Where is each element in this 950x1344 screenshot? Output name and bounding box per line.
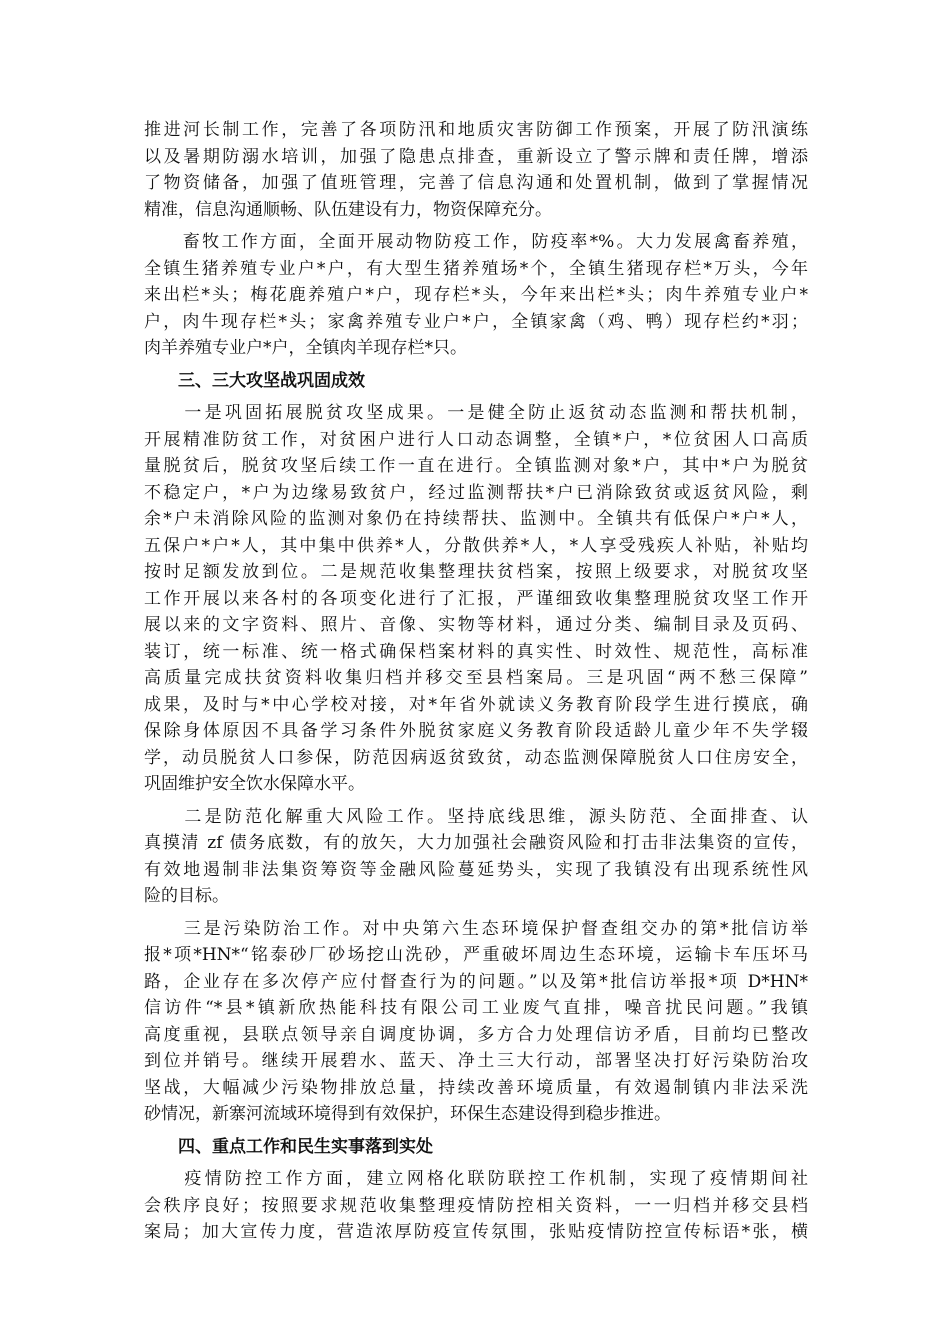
text-line: 真摸清 zf 债务底数，有的放矢，大力加强社会融资风险和打击非法集资的宣传，: [144, 833, 808, 853]
text-line: 全镇生猪养殖专业户*户，有大型生猪养殖场*个，全镇生猪现存栏*万头，今年: [144, 258, 808, 279]
text-line: 有效地遏制非法集资筹资等金融风险蔓延势头，实现了我镇没有出现系统性风: [144, 859, 808, 880]
section-heading-text: 四、重点工作和民生实事落到实处: [144, 1136, 433, 1157]
text-line: 装订，统一标准、统一格式确保档案材料的真实性、时效性、规范性，高标准: [144, 641, 808, 662]
paragraph-epidemic-control: [144, 1166, 808, 1246]
text-line: 巩固维护安全饮水保障水平。: [144, 774, 365, 794]
text-line: 疫情防控工作方面，建立网格化联防联控工作机制，实现了疫情期间社: [144, 1169, 808, 1189]
text-line: 到位并销号。继续开展碧水、蓝天、净土三大行动，部署坚决打好污染防治攻: [144, 1051, 808, 1071]
text-line: 保除身体原因不具备学习条件外脱贫家庭义务教育阶段适龄儿童少年不失学辍: [144, 721, 808, 741]
text-line: 量脱贫后，脱贫攻坚后续工作一直在进行。全镇监测对象*户，其中*户为脱贫: [144, 456, 808, 476]
text-line: 二是防范化解重大风险工作。坚持底线思维，源头防范、全面排查、认: [144, 806, 808, 827]
text-line: 精准，信息沟通顺畅、队伍建设有力，物资保障充分。: [144, 199, 552, 220]
text-line: 户，肉牛现存栏*头；家禽养殖专业户*户，全镇家禽（鸡、鸭）现存栏约*羽；: [144, 311, 808, 332]
paragraph-livestock: [144, 229, 808, 362]
text-line: 以及暑期防溺水培训，加强了隐患点排查，重新设立了警示牌和责任牌，增添: [144, 146, 808, 167]
text-line: 展以来的文字资料、照片、音像、实物等材料，通过分类、编制目录及页码、: [144, 615, 808, 635]
text-line: 五保户*户*人，其中集中供养*人，分散供养*人，*人享受残疾人补贴，补贴均: [144, 535, 808, 556]
text-line: 一是巩固拓展脱贫攻坚成果。一是健全防止返贫动态监测和帮扶机制，: [144, 403, 808, 423]
text-line: 不稳定户，*户为边缘易致贫户，经过监测帮扶*户已消除致贫或返贫风险，剩: [144, 482, 808, 503]
text-line: 险的目标。: [144, 886, 229, 906]
paragraph-poverty-alleviation: [144, 400, 808, 798]
section-heading-four: [144, 1134, 808, 1161]
text-line: 成果，及时与*中心学校对接，对*年省外就读义务教育阶段学生进行摸底，确: [144, 694, 808, 715]
section-heading-three: [144, 368, 808, 395]
text-line: 按时足额发放到位。二是规范收集整理扶贫档案，按照上级要求，对脱贫攻坚: [144, 562, 808, 582]
text-line: 肉羊养殖专业户*户，全镇肉羊现存栏*只。: [144, 338, 467, 358]
text-line: 路，企业存在多次停产应付督查行为的问题。”以及第*批信访举报*项 D*HN*: [144, 971, 808, 992]
text-line: 砂情况，新寨河流域环境得到有效保护，环保生态建设得到稳步推进。: [144, 1104, 671, 1124]
section-heading-text: 三、三大攻坚战巩固成效: [144, 370, 365, 391]
text-line: 余*户未消除风险的监测对象仍在持续帮扶、监测中。全镇共有低保户*户*人，: [144, 509, 808, 529]
text-line: 推进河长制工作，完善了各项防汛和地质灾害防御工作预案，开展了防汛演练: [144, 120, 808, 140]
paragraph-pollution-control: [144, 916, 808, 1128]
text-line: 坚战，大幅减少污染物排放总量，持续改善环境质量，有效遏制镇内非法采洗: [144, 1077, 808, 1098]
document-page: [144, 117, 808, 1252]
text-line: 案局；加大宣传力度，营造浓厚防疫宣传氛围，张贴疫情防控宣传标语*张，横: [144, 1222, 808, 1242]
paragraph-flood-control: [144, 117, 808, 223]
text-line: 工作开展以来各村的各项变化进行了汇报，严谨细致收集整理脱贫攻坚工作开: [144, 588, 808, 609]
text-line: 畜牧工作方面，全面开展动物防疫工作，防疫率*%。大力发展禽畜养殖，: [144, 232, 808, 252]
text-line: 高度重视，县联点领导亲自调度协调，多方合力处理信访矛盾，目前均已整改: [144, 1024, 808, 1045]
text-line: 三是污染防治工作。对中央第六生态环境保护督查组交办的第*批信访举: [144, 918, 808, 939]
text-line: 报*项*HN*“铭泰砂厂砂场挖山洗砂，严重破坏周边生态环境，运输卡车压坏马: [144, 945, 808, 965]
paragraph-risk-prevention: [144, 804, 808, 910]
text-line: 了物资储备，加强了值班管理，完善了信息沟通和处置机制，做到了掌握情况: [144, 173, 808, 193]
text-line: 会秩序良好；按照要求规范收集整理疫情防控相关资料，一一归档并移交县档: [144, 1195, 808, 1216]
text-line: 学，动员脱贫人口参保，防范因病返贫致贫，动态监测保障脱贫人口住房安全，: [144, 747, 808, 768]
text-line: 高质量完成扶贫资料收集归档并移交至县档案局。三是巩固“两不愁三保障”: [144, 668, 808, 688]
text-line: 信访件“*县*镇新欣热能科技有限公司工业废气直排，噪音扰民问题。”我镇: [144, 998, 808, 1018]
text-line: 来出栏*头；梅花鹿养殖户*户，现存栏*头，今年来出栏*头；肉牛养殖专业户*: [144, 285, 808, 305]
text-line: 开展精准防贫工作，对贫困户进行人口动态调整，全镇*户，*位贫困人口高质: [144, 429, 808, 450]
